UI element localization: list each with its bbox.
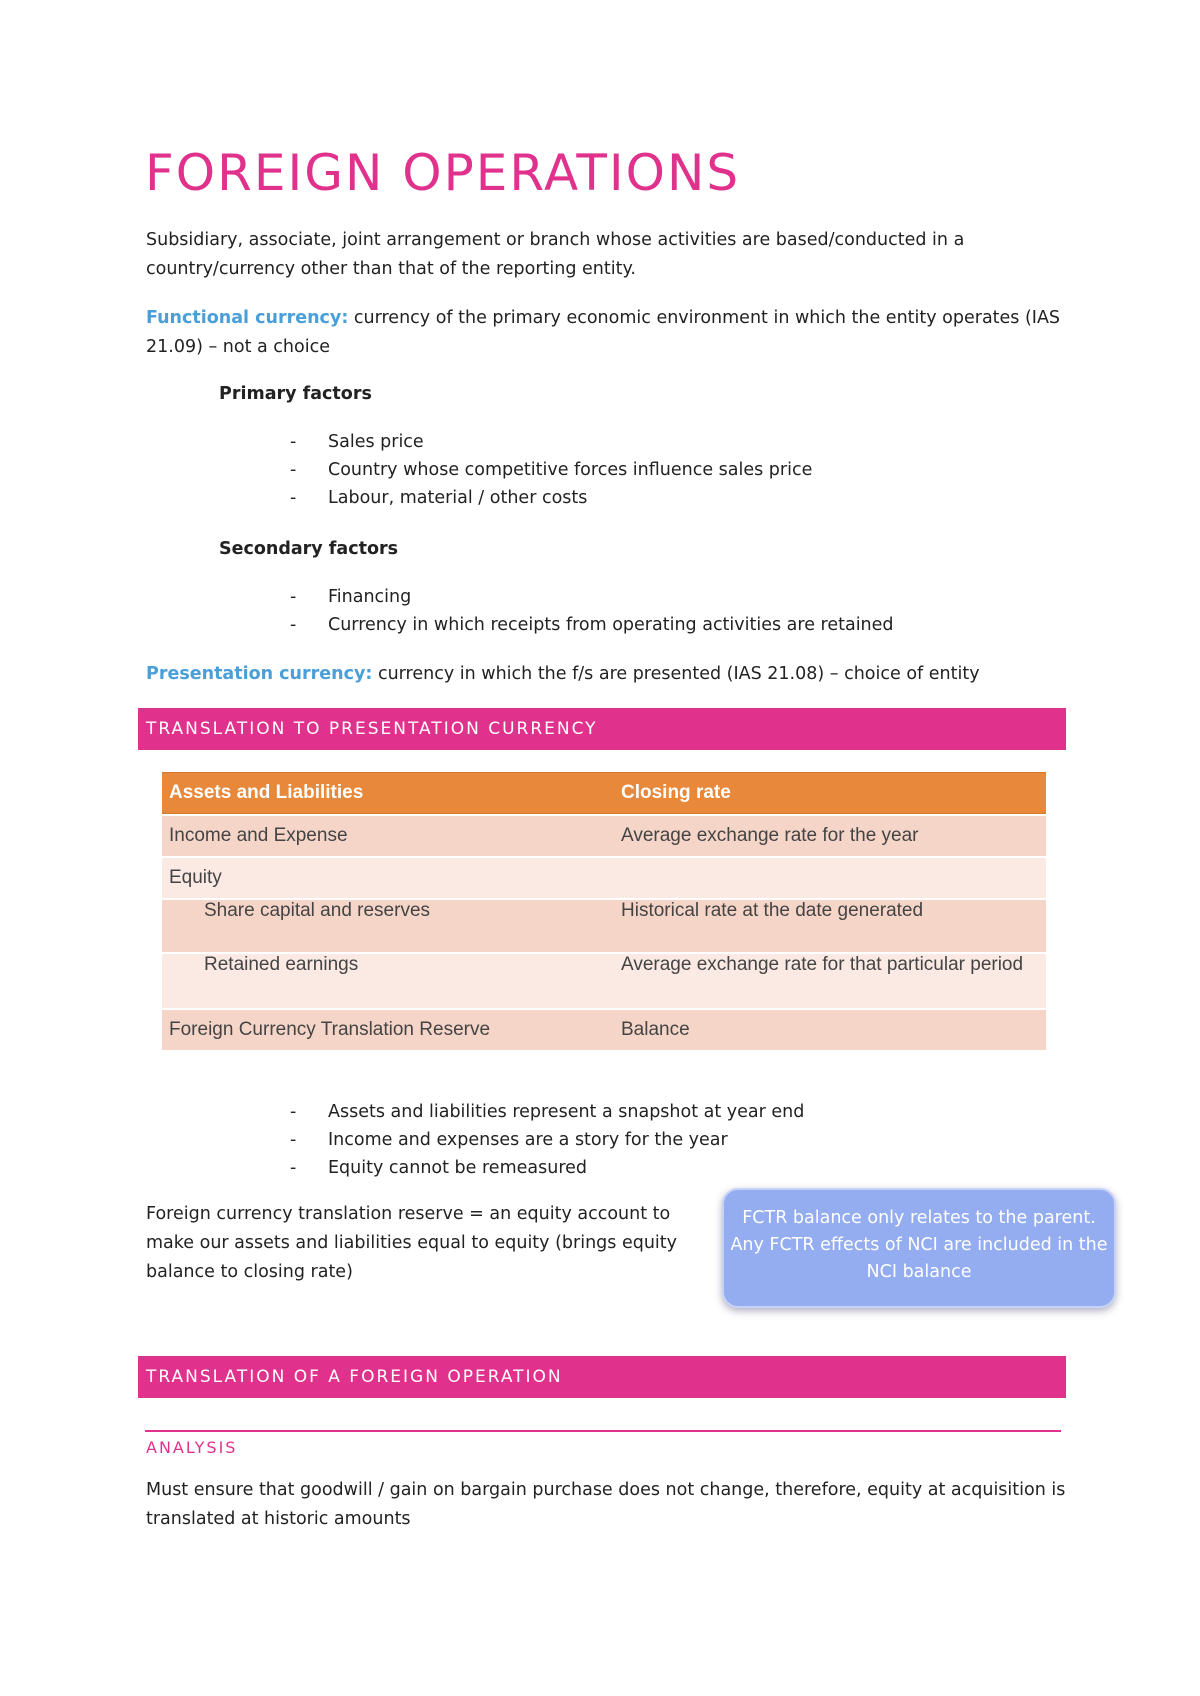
table-row: [162, 954, 1046, 1008]
analysis-paragraph: Must ensure that goodwill / gain on bargain purchase does not change, therefore, equity at acquisition is translated at historic amounts: [146, 1480, 1066, 1529]
primary-factors-heading: Primary factors: [219, 384, 372, 404]
table-cell: Historical rate at the date generated: [614, 900, 1046, 952]
table-notes-list: [290, 1098, 804, 1182]
list-item: - Income and expenses are a story for the year: [290, 1130, 728, 1150]
table-cell: [614, 858, 1046, 898]
secondary-factors-heading: Secondary factors: [219, 539, 399, 559]
table-row: [162, 858, 1046, 898]
functional-currency-definition: [146, 304, 1076, 362]
functional-currency-text: currency of the primary economic environment in which the entity operates (IAS 21.09) – not a choice: [146, 308, 1061, 357]
list-item: - Assets and liabilities represent a snapshot at year end: [290, 1102, 805, 1122]
presentation-currency-text: currency in which the f/s are presented (IAS 21.08) – choice of entity: [372, 664, 980, 684]
primary-factors-list: [290, 428, 812, 512]
secondary-factors-list: [290, 583, 894, 639]
presentation-currency-definition: [146, 660, 1076, 689]
fctr-callout-box: [722, 1188, 1116, 1308]
table-cell: Balance: [614, 1010, 1046, 1050]
analysis-heading: ANALYSIS: [146, 1438, 238, 1457]
presentation-currency-term: Presentation currency:: [146, 664, 373, 684]
list-item: - Country whose competitive forces influence sales price: [290, 460, 813, 480]
table-cell: Retained earnings: [162, 954, 614, 1008]
page-title: FOREIGN OPERATIONS: [145, 144, 741, 202]
callout-line: NCI balance: [866, 1262, 972, 1282]
table-cell: Average exchange rate for that particular period: [614, 954, 1046, 1008]
table-cell: Average exchange rate for the year: [614, 816, 1046, 856]
table-row: [162, 816, 1046, 856]
section-heading-translation-foreign-operation: TRANSLATION OF A FOREIGN OPERATION: [138, 1356, 1066, 1398]
table-row: [162, 900, 1046, 952]
functional-currency-term: Functional currency:: [146, 308, 349, 328]
list-item: - Sales price: [290, 432, 424, 452]
divider: [145, 1430, 1061, 1432]
fctr-definition: Foreign currency translation reserve = an equity account to make our assets and liabilities equal to equity (brings equity balance to closing rate): [146, 1204, 678, 1282]
callout-line: Any FCTR effects of NCI are included in the: [730, 1235, 1108, 1255]
list-item: - Labour, material / other costs: [290, 488, 588, 508]
list-item: - Equity cannot be remeasured: [290, 1158, 588, 1178]
table-header-cell: Assets and Liabilities: [162, 772, 614, 814]
list-item: - Financing: [290, 587, 412, 607]
intro-paragraph: Subsidiary, associate, joint arrangement or branch whose activities are based/conducted in a country/currency other than that of the reporting entity.: [146, 230, 965, 279]
table-header-row: [162, 772, 1046, 814]
translation-rates-table: [162, 770, 1046, 1052]
table-cell: Share capital and reserves: [162, 900, 614, 952]
section-heading-translation-presentation: TRANSLATION TO PRESENTATION CURRENCY: [138, 708, 1066, 750]
list-item: - Currency in which receipts from operating activities are retained: [290, 615, 894, 635]
table-row: [162, 1010, 1046, 1050]
table-cell: Foreign Currency Translation Reserve: [162, 1010, 614, 1050]
table-cell: Equity: [162, 858, 614, 898]
table-cell: Income and Expense: [162, 816, 614, 856]
table-header-cell: Closing rate: [614, 772, 1046, 814]
callout-line: FCTR balance only relates to the parent.: [742, 1208, 1096, 1228]
